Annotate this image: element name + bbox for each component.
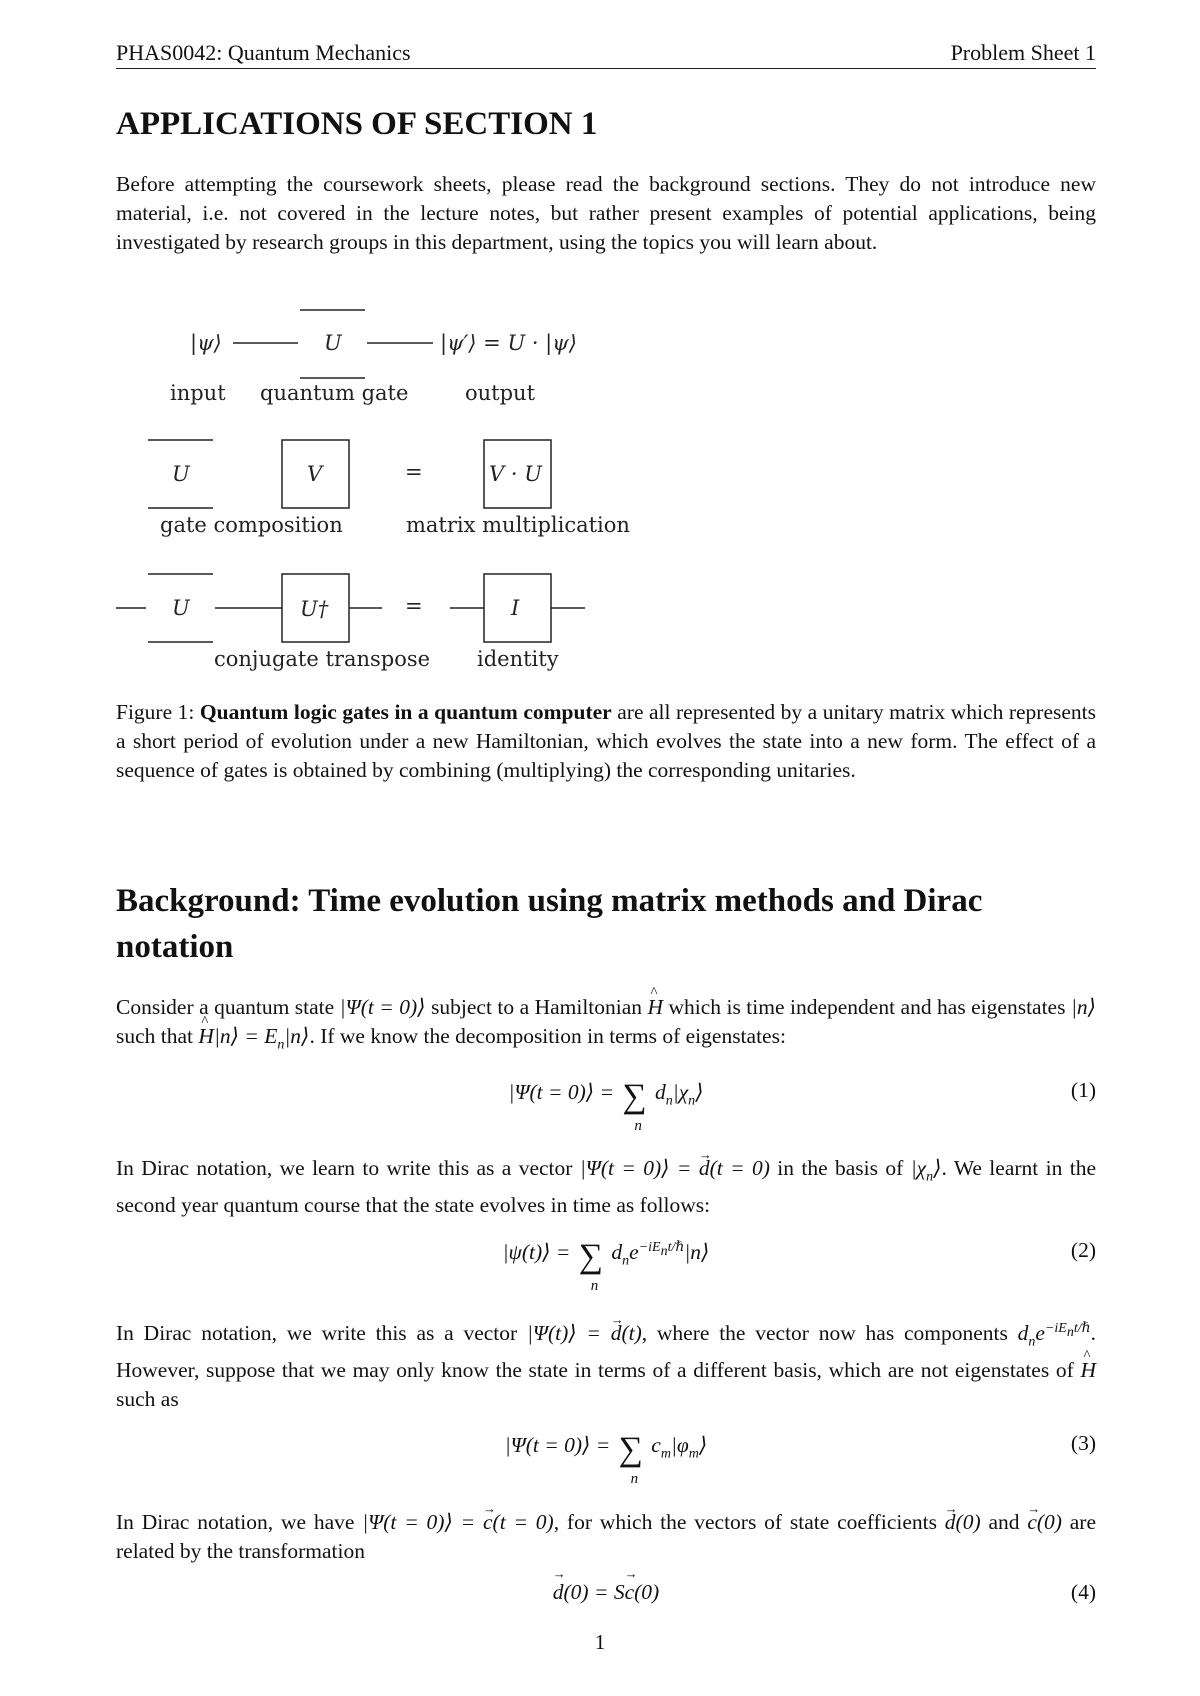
math: |n⟩ = $E_n|n⟩$ (213, 1024, 310, 1053)
text: , where the vector now has components (641, 1321, 1018, 1346)
paragraph-4 (116, 1508, 1096, 1566)
text: . If we know the decomposition in terms of eigenstates: (309, 1024, 786, 1048)
equation-3 (116, 1431, 1096, 1487)
paragraph-2 (116, 1154, 1096, 1220)
equation-1 (116, 1078, 1096, 1134)
math: |Ψ(t = 0)⟩ (339, 995, 426, 1019)
label-quantum-gate: quantum gate (260, 381, 409, 405)
text: such that (116, 1024, 199, 1048)
text: subject to a Hamiltonian (425, 995, 648, 1019)
text: In Dirac notation, we have (116, 1510, 363, 1534)
equals-sign: = (405, 460, 423, 484)
gate-udag: U† (300, 597, 329, 621)
quantum-gates-figure (0, 0, 1200, 690)
math: $d_ne^{-iE_nt/\hbar}$ (1017, 1321, 1091, 1350)
gate-u: U (324, 331, 342, 355)
input-state: |ψ⟩ (190, 331, 222, 355)
gate-u: U (172, 462, 190, 486)
text: In Dirac notation, we learn to write this as a vector (116, 1156, 580, 1180)
math: ^ H (648, 993, 664, 1022)
gate-v: V (307, 462, 323, 486)
identity-gate: I (511, 596, 520, 620)
product-vu: V · U (489, 462, 542, 486)
equation-body: |ψ(t)⟩ = ∑ n $d_ne^{-iE_nt/\hbar}|n⟩$ (502, 1238, 710, 1294)
math: → c(0) (1027, 1510, 1062, 1534)
label-gate-composition: gate composition (160, 513, 343, 537)
paragraph-1 (116, 993, 1096, 1059)
text: . We learnt in the second year quantum course that the state evolves in time as follows: (116, 1156, 1096, 1218)
label-input: input (170, 381, 226, 405)
text: such as (116, 1387, 179, 1412)
math: |Ψ(t)⟩ = → d(t) (527, 1321, 642, 1345)
page-number: 1 (594, 1630, 606, 1654)
text: Consider a quantum state (116, 995, 340, 1019)
equals-sign: = (405, 594, 423, 618)
math: → d(0) (945, 1510, 981, 1534)
text: in the basis of (769, 1156, 911, 1180)
math: |n⟩ (1070, 995, 1096, 1019)
paragraph-3 (116, 1314, 1096, 1414)
equation-number: (1) (1070, 1078, 1096, 1102)
caption-prefix: Figure 1: (116, 700, 200, 724)
text: and (980, 1510, 1028, 1534)
text: are related by the transformation (116, 1510, 1096, 1563)
sheet-title: Problem Sheet 1 (950, 40, 1096, 65)
page-title: APPLICATIONS OF SECTION 1 (116, 106, 598, 142)
course-title: PHAS0042: Quantum Mechanics (116, 40, 411, 65)
figure-caption (116, 698, 1096, 785)
math: |Ψ(t = 0)⟩ = → c(t = 0) (362, 1510, 553, 1534)
equation-body: → d(0) = S→ c(0) (116, 1580, 1096, 1605)
equation-number: (2) (1070, 1238, 1096, 1262)
label-identity: identity (477, 647, 559, 671)
output-state: |ψ′⟩ = U · |ψ⟩ (440, 331, 577, 355)
intro-paragraph: Before attempting the coursework sheets, please read the background sections. They do not introduce new material, i.e. not covered in the lecture notes, but rather present examples of potential applications, being investigated by research groups in this department, using the topics you will learn about. (116, 172, 1096, 254)
text: , for which the vectors of state coefficients (553, 1510, 945, 1534)
gate-u: U (172, 596, 190, 620)
caption-text: are all represented by a unitary matrix which represents a short period of evolution under a new Hamiltonian, which evolves the state into a new form. The effect of a sequence of gates is obtained by combining (multiplying) the corresponding unitaries. (116, 700, 1097, 782)
equation-body: |Ψ(t = 0)⟩ = ∑ n $c_m|\varphi_m⟩$ (504, 1431, 708, 1487)
label-matrix-multiplication: matrix multiplication (406, 513, 630, 537)
equation-4 (116, 1580, 1096, 1612)
section-title: Background: Time evolution using matrix methods and Dirac notation (116, 883, 983, 965)
equation-number: (3) (1070, 1431, 1096, 1455)
label-conjugate-transpose: conjugate transpose (214, 647, 431, 671)
text: In Dirac notation, we write this as a vector (116, 1321, 527, 1346)
label-output: output (465, 381, 536, 405)
text: which is time independent and has eigenstates (663, 995, 1071, 1019)
caption-bold: Quantum logic gates in a quantum computer (199, 700, 612, 724)
text: . However, suppose that we may only know the state in terms of a different basis, which are not eigenstates of (116, 1321, 1096, 1383)
equation-2 (116, 1238, 1096, 1294)
math: $|\chi_n⟩$ (910, 1156, 942, 1185)
equation-number: (4) (1070, 1580, 1096, 1604)
math: ^ H (1080, 1356, 1096, 1385)
equation-body: |Ψ(t = 0)⟩ = ∑ n $d_n|\chi_n⟩$ (508, 1078, 704, 1134)
math: |Ψ(t = 0)⟩ = → d(t = 0) (580, 1156, 770, 1180)
math: ^ H (198, 1022, 214, 1051)
